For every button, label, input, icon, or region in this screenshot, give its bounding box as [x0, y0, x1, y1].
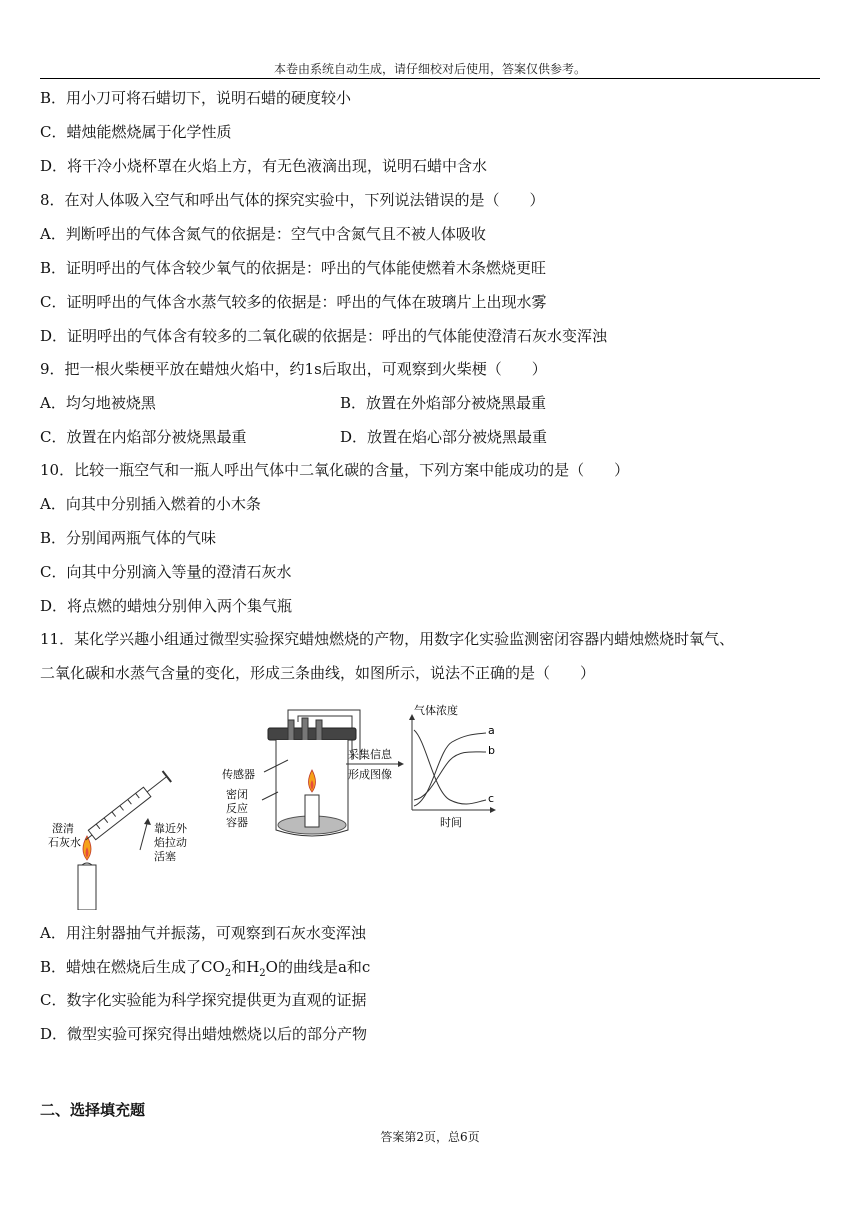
label-sensor: 传感器 [222, 768, 255, 781]
page-footer: 答案第2页，总6页 [380, 1130, 480, 1144]
q10-option-b: B．分别闻两瓶气体的气味 [40, 529, 217, 547]
q9-option-a: A．均匀地被烧黑 [40, 394, 156, 412]
label-y-axis: 气体浓度 [414, 704, 458, 717]
label-container-1: 密闭 [226, 788, 248, 801]
label-pull-3: 活塞 [154, 850, 176, 863]
closed-container-setup [222, 710, 360, 836]
header-note: 本卷由系统自动生成，请仔细校对后使用，答案仅供参考。 [273, 62, 586, 76]
curve-label-c: c [488, 792, 495, 805]
q11-option-b-sub2: 2 [259, 968, 266, 979]
q11-option-b-text2: 和H [231, 958, 260, 976]
q7-option-c: C．蜡烛能燃烧属于化学性质 [40, 123, 232, 141]
syringe-setup [48, 771, 188, 910]
q11-option-b-text3: O的曲线是a和c [265, 958, 371, 976]
q10-option-c: C．向其中分别滴入等量的澄清石灰水 [40, 563, 292, 581]
gas-concentration-graph [409, 703, 496, 829]
header-rule [40, 78, 820, 79]
q8-option-c: C．证明呼出的气体含水蒸气较多的依据是：呼出的气体在玻璃片上出现水雾 [40, 293, 547, 311]
curve-c-line [414, 730, 486, 804]
curve-label-a: a [488, 724, 495, 737]
q11-option-d: D．微型实验可探究得出蜡烛燃烧以后的部分产物 [40, 1025, 368, 1043]
label-x-axis: 时间 [440, 816, 462, 829]
q7-option-d: D．将干冷小烧杯罩在火焰上方，有无色液滴出现，说明石蜡中含水 [40, 157, 488, 175]
curve-b-line [414, 752, 486, 800]
label-limewater-1: 澄清 [52, 822, 74, 835]
curve-label-b: b [488, 744, 495, 757]
label-limewater-2: 石灰水 [48, 836, 81, 849]
q9-option-b: B．放置在外焰部分被烧黑最重 [340, 394, 547, 412]
q11-option-c: C．数字化实验能为科学探究提供更为直观的证据 [40, 991, 367, 1009]
label-collect-2: 形成图像 [348, 768, 392, 781]
q9-stem: 9．把一根火柴梗平放在蜡烛火焰中，约1s后取出，可观察到火柴梗（ ） [40, 360, 547, 378]
q8-option-b: B．证明呼出的气体含较少氧气的依据是：呼出的气体能使燃着木条燃烧更旺 [40, 259, 547, 277]
q9-option-c: C．放置在内焰部分被烧黑最重 [40, 428, 247, 446]
q11-option-b-text1: B．蜡烛在燃烧后生成了CO [40, 958, 225, 976]
q9-option-d: D．放置在焰心部分被烧黑最重 [340, 428, 548, 446]
label-pull-1: 靠近外 [154, 822, 187, 835]
q11-stem-line2: 二氧化碳和水蒸气含量的变化，形成三条曲线，如图所示，说法不正确的是（ ） [40, 664, 596, 682]
label-container-3: 容器 [226, 816, 248, 829]
q8-option-d: D．证明呼出的气体含有较多的二氧化碳的依据是：呼出的气体能使澄清石灰水变浑浊 [40, 327, 608, 345]
q10-stem: 10．比较一瓶空气和一瓶人呼出气体中二氧化碳的含量，下列方案中能成功的是（ ） [40, 461, 630, 479]
q10-option-a: A．向其中分别插入燃着的小木条 [40, 495, 261, 513]
label-collect-1: 采集信息 [348, 748, 392, 761]
section-title: 二、选择填充题 [40, 1101, 146, 1119]
q11-option-a: A．用注射器抽气并振荡，可观察到石灰水变浑浊 [40, 924, 366, 942]
collect-arrow [346, 747, 404, 781]
q11-option-b-sub1: 2 [224, 968, 232, 979]
q11-experiment-figure [40, 700, 520, 910]
q11-stem-line1: 11．某化学兴趣小组通过微型实验探究蜡烛燃烧的产物，用数字化实验监测密闭容器内蜡烛燃烧时氧气、 [40, 630, 735, 648]
q11-option-b [40, 957, 370, 984]
q10-option-d: D．将点燃的蜡烛分别伸入两个集气瓶 [40, 597, 293, 615]
label-pull-2: 焰拉动 [154, 836, 187, 849]
q8-stem: 8．在对人体吸入空气和呼出气体的探究实验中，下列说法错误的是（ ） [40, 191, 545, 209]
label-container-2: 反应 [226, 802, 248, 815]
q8-option-a: A．判断呼出的气体含氮气的依据是：空气中含氮气且不被人体吸收 [40, 225, 486, 243]
q7-option-b: B．用小刀可将石蜡切下，说明石蜡的硬度较小 [40, 89, 352, 107]
